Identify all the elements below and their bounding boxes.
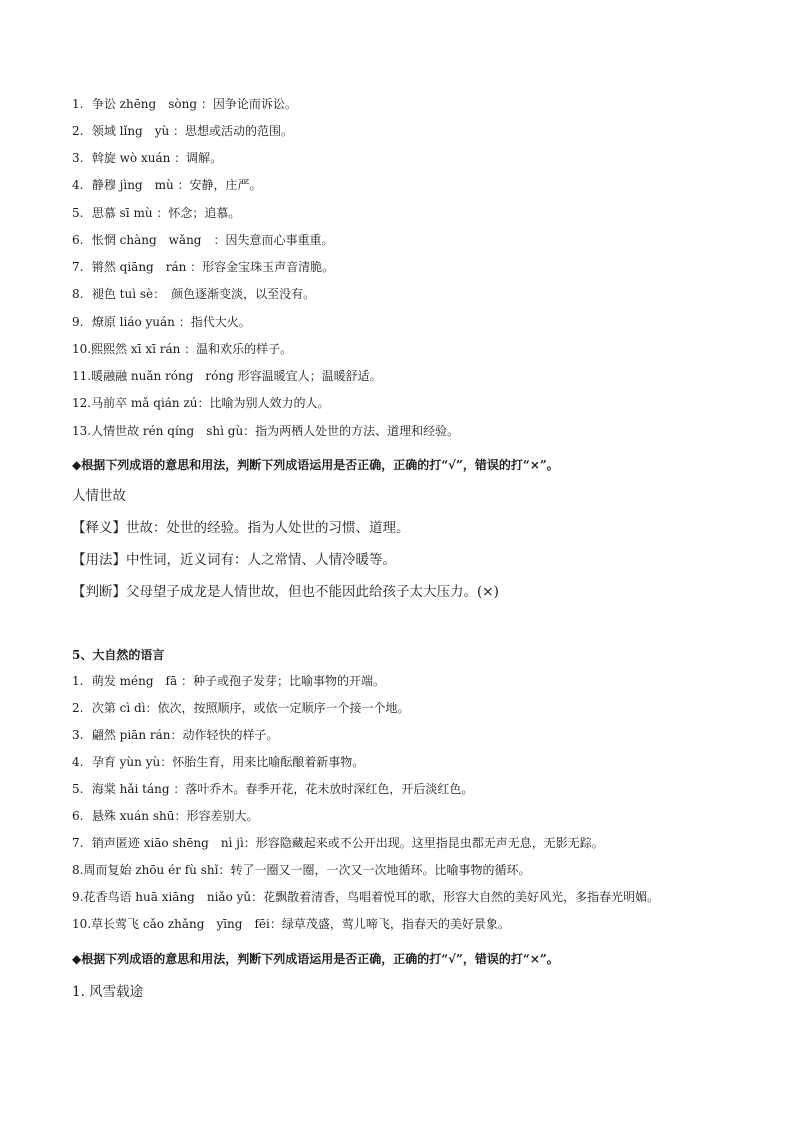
list-item: 4. 孕育 yùn yù：怀胎生育，用来比喻酝酿着新事物。 bbox=[72, 755, 365, 769]
list-item: 1. 萌发 méng fā ：种子或孢子发芽；比喻事物的开端。 bbox=[72, 674, 385, 688]
list-item: 8.周而复始 zhōu ér fù shǐ：转了一圈又一圈，一次又一次地循环。比喻事物的循环。 bbox=[72, 863, 531, 877]
list-item: 3. 翩然 piān rán：动作轻快的样子。 bbox=[72, 728, 279, 742]
list-item: 5. 海棠 hǎi táng ：落叶乔木。春季开花，花未放时深红色，开后淡红色。 bbox=[72, 782, 474, 796]
list-item: 9. 燎原 liáo yuán ：指代大火。 bbox=[72, 315, 251, 329]
idiom-title: 人情世故 bbox=[72, 488, 126, 504]
list-item: 12.马前卒 mǎ qián zú：比喻为别人效力的人。 bbox=[72, 396, 330, 410]
judge-instruction: ◆根据下列成语的意思和用法，判断下列成语运用是否正确，正确的打“√”，错误的打“×”。 bbox=[72, 458, 559, 472]
idiom-title: 1. 风雪载途 bbox=[72, 984, 144, 1000]
section-title: 5、大自然的语言 bbox=[72, 648, 165, 662]
list-item: 2. 次第 cì dì：依次，按照顺序，或依一定顺序一个接一个地。 bbox=[72, 701, 410, 715]
list-item: 7. 销声匿迹 xiāo shēng nì jì：形容隐藏起来或不公开出现。这里指昆虫都无声无息，无影无踪。 bbox=[72, 836, 604, 850]
list-item: 11.暖融融 nuǎn róng róng 形容温暖宜人；温暖舒适。 bbox=[72, 369, 382, 383]
idiom-usage: 【用法】中性词，近义词有：人之常情、人情冷暖等。 bbox=[72, 552, 396, 568]
list-item: 3. 斡旋 wò xuán ：调解。 bbox=[72, 151, 223, 165]
list-item: 8. 褪色 tuì sè： 颜色逐渐变淡，以至没有。 bbox=[72, 287, 316, 301]
idiom-meaning: 【释义】世故：处世的经验。指为人处世的习惯、道理。 bbox=[72, 520, 410, 536]
list-item: 1. 争讼 zhēng sòng ：因争论而诉讼。 bbox=[72, 97, 297, 111]
list-item: 2. 领域 lǐng yù ：思想或活动的范围。 bbox=[72, 124, 294, 138]
list-item: 7. 锵然 qiāng rán ：形容金宝珠玉声音清脆。 bbox=[72, 260, 335, 274]
list-item: 6. 悬殊 xuán shū：形容差别大。 bbox=[72, 809, 259, 823]
judge-instruction: ◆根据下列成语的意思和用法，判断下列成语运用是否正确，正确的打“√”，错误的打“×”。 bbox=[72, 952, 559, 966]
list-item: 4. 静穆 jìng mù ：安静，庄严。 bbox=[72, 178, 262, 192]
list-item: 6. 怅惘 chàng wǎng ：因失意而心事重重。 bbox=[72, 233, 334, 247]
list-item: 10.熙熙然 xī xī rán ：温和欢乐的样子。 bbox=[72, 342, 293, 356]
list-item: 13.人情世故 rén qíng shì gù：指为两栖人处世的方法、道理和经验。 bbox=[72, 424, 460, 438]
list-item: 10.草长莺飞 cǎo zhǎng yīng fēi：绿草茂盛，莺儿啼飞，指春天的美好景象。 bbox=[72, 917, 510, 931]
idiom-judge: 【判断】父母望子成龙是人情世故，但也不能因此给孩子太大压力。(×) bbox=[72, 584, 499, 600]
list-item: 5. 思慕 sī mù ：怀念；追慕。 bbox=[72, 206, 241, 220]
list-item: 9.花香鸟语 huā xiāng niǎo yǔ：花飘散着清香，鸟唱着悦耳的歌，形容大自然的美好风光，多指春光明媚。 bbox=[72, 890, 660, 904]
